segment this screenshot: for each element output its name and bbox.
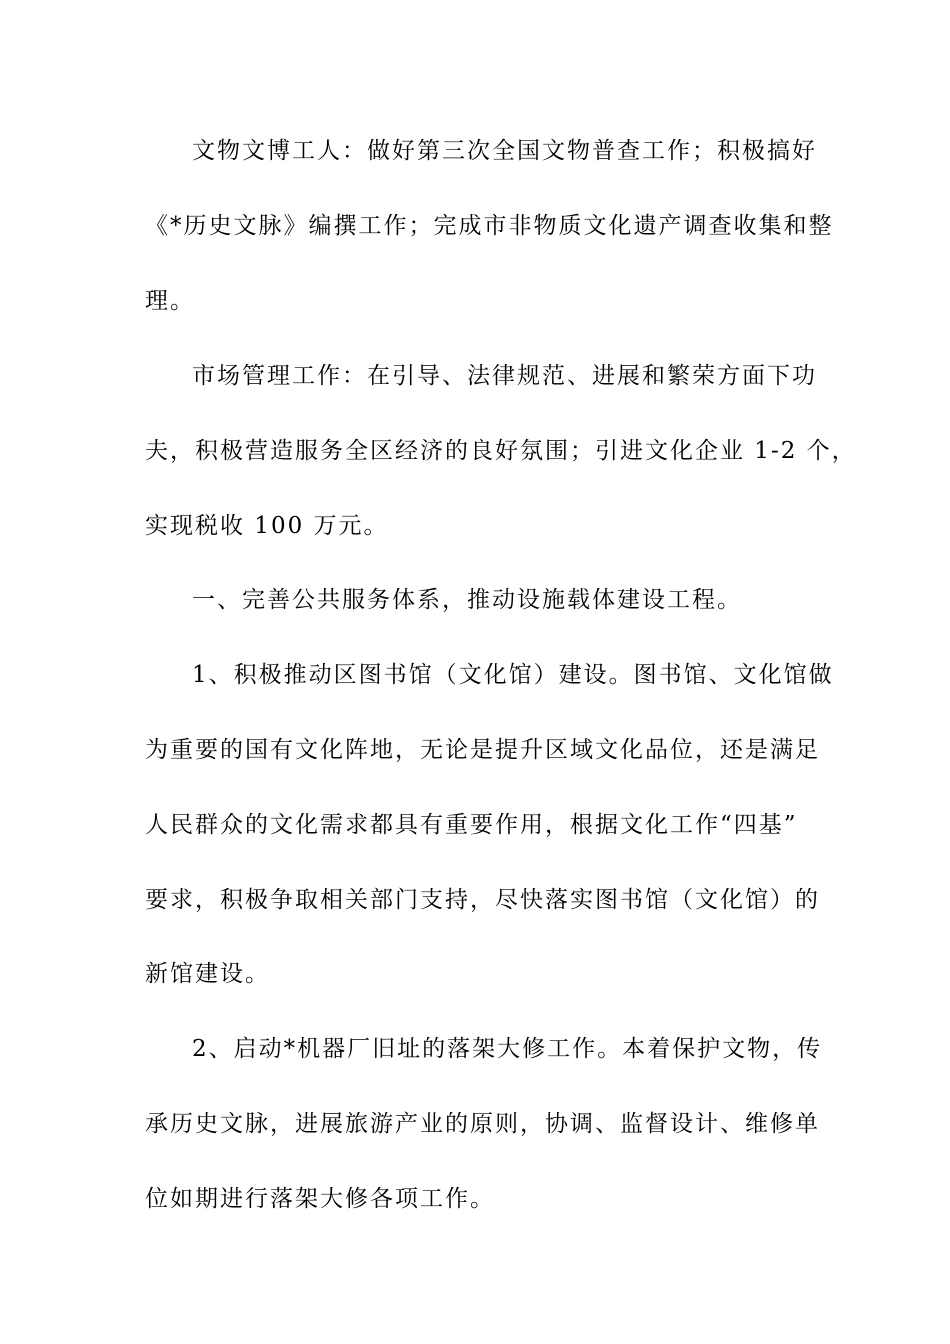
text-line: 人民群众的文化需求都具有重要作用，根据文化工作“四基” [145,812,798,838]
text-line: 夫，积极营造服务全区经济的良好氛围；引进文化企业 1-2 个， [145,438,857,464]
section-heading: 一、完善公共服务体系，推动设施载体建设工程。 [192,587,742,613]
text-line: 位如期进行落架大修各项工作。 [145,1186,495,1212]
text-line: 市场管理工作：在引导、法律规范、进展和繁荣方面下功 [192,363,817,389]
text-line: 新馆建设。 [145,961,270,987]
text-line: 2、启动*机器厂旧址的落架大修工作。本着保护文物，传 [192,1036,823,1062]
text-line: 要求，积极争取相关部门支持，尽快落实图书馆（文化馆）的 [145,887,820,913]
text-line: 理。 [145,288,195,314]
text-line: 实现税收 100 万元。 [145,513,389,539]
text-line: 1、积极推动区图书馆（文化馆）建设。图书馆、文化馆做 [192,662,834,688]
text-line: 承历史文脉，进展旅游产业的原则，协调、监督设计、维修单 [145,1111,820,1137]
text-line: 文物文博工人：做好第三次全国文物普查工作；积极搞好 [192,138,817,164]
text-line: 《*历史文脉》编撰工作；完成市非物质文化遗产调查收集和整 [145,213,834,239]
text-line: 为重要的国有文化阵地，无论是提升区域文化品位，还是满足 [145,737,820,763]
